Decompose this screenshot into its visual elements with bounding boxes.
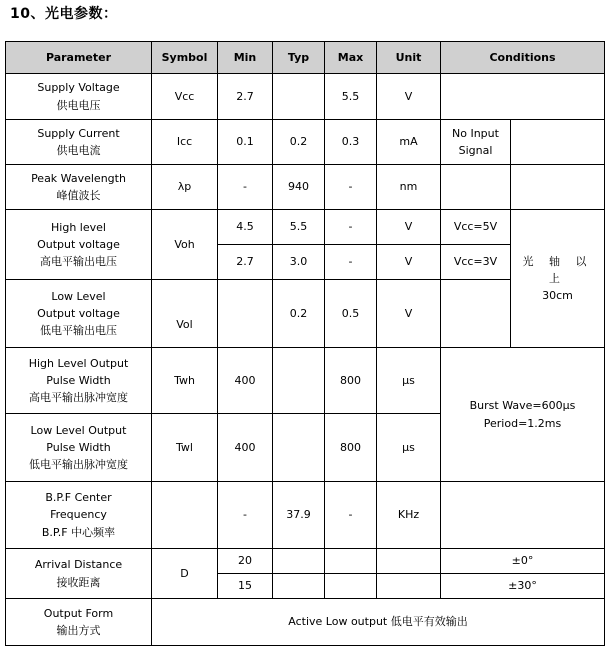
typ-cell: 0.2 — [273, 280, 325, 348]
symbol-cell: Vol — [152, 280, 218, 348]
param-en: Frequency — [50, 508, 107, 522]
param-cell — [6, 280, 152, 348]
param-en: Low Level — [51, 289, 106, 303]
table-row — [6, 482, 605, 549]
param-cell — [6, 120, 152, 165]
typ-cell: 3.0 — [273, 245, 325, 280]
typ-cell — [273, 348, 325, 414]
unit-cell: μs — [377, 414, 441, 482]
table-row — [6, 120, 605, 165]
condition-cell: Vcc=5V — [441, 210, 511, 245]
param-cn: 峰值波长 — [56, 189, 101, 202]
param-en: B.P.F Center — [45, 491, 112, 505]
condition-cell: ±0° — [441, 549, 605, 574]
param-en: High level — [51, 220, 106, 234]
max-cell: 0.5 — [325, 280, 377, 348]
header-max: Max — [325, 42, 377, 74]
param-cn: 输出方式 — [56, 624, 101, 637]
typ-cell: 940 — [273, 165, 325, 210]
min-cell: 4.5 — [218, 210, 273, 245]
param-cn: 供电电流 — [56, 144, 101, 157]
typ-cell — [273, 74, 325, 120]
burst-condition-cell — [441, 348, 605, 482]
header-min: Min — [218, 42, 273, 74]
max-cell: 0.3 — [325, 120, 377, 165]
param-cell — [6, 74, 152, 120]
unit-cell — [377, 549, 441, 574]
param-cn: 接收距离 — [56, 575, 101, 589]
symbol-cell: Voh — [152, 210, 218, 280]
min-cell — [218, 280, 273, 348]
param-en: Output voltage — [37, 306, 120, 320]
max-cell: - — [325, 165, 377, 210]
condition-cell — [441, 482, 605, 549]
param-en: Output voltage — [37, 237, 120, 251]
table-row — [6, 599, 605, 646]
condition-cell: ±30° — [441, 574, 605, 599]
max-cell: 800 — [325, 414, 377, 482]
output-form-value: Active Low output 低电平有效输出 — [152, 599, 605, 646]
param-en: Arrival Distance — [34, 558, 123, 572]
param-cell — [6, 414, 152, 482]
param-cell — [6, 482, 152, 549]
min-cell: 400 — [218, 414, 273, 482]
param-en: Supply Current — [37, 126, 120, 140]
min-cell: 2.7 — [218, 74, 273, 120]
typ-cell — [273, 549, 325, 574]
condition-cell — [441, 74, 605, 120]
param-cell — [6, 348, 152, 414]
symbol-cell: Twh — [152, 348, 218, 414]
param-en: Supply Voltage — [37, 81, 120, 95]
symbol-cell: D — [152, 549, 218, 599]
unit-cell: V — [377, 210, 441, 245]
param-en: Low Level Output — [30, 423, 127, 437]
unit-cell: KHz — [377, 482, 441, 549]
unit-cell: V — [377, 280, 441, 348]
symbol-cell: Vcc — [152, 74, 218, 120]
unit-cell: μs — [377, 348, 441, 414]
axis-condition-cell — [511, 210, 605, 348]
header-parameter: Parameter — [6, 42, 152, 74]
unit-cell: V — [377, 74, 441, 120]
condition-empty-cell — [511, 120, 605, 165]
header-unit: Unit — [377, 42, 441, 74]
param-en: Pulse Width — [46, 440, 111, 454]
max-cell — [325, 549, 377, 574]
min-cell: - — [218, 165, 273, 210]
table-row — [6, 165, 605, 210]
min-cell: 400 — [218, 348, 273, 414]
param-cn: 低电平输出电压 — [40, 324, 117, 338]
max-cell: - — [325, 210, 377, 245]
condition-cell — [441, 165, 511, 210]
unit-cell: mA — [377, 120, 441, 165]
table-row — [6, 549, 605, 574]
header-conditions: Conditions — [441, 42, 605, 74]
min-cell: 2.7 — [218, 245, 273, 280]
param-cell — [6, 549, 152, 599]
header-symbol: Symbol — [152, 42, 218, 74]
axis-condition-line1: 光 轴 以 上 — [522, 254, 593, 285]
param-en: Pulse Width — [46, 373, 111, 387]
unit-cell — [377, 574, 441, 599]
burst-condition-line2: Period=1.2ms — [483, 416, 562, 430]
optoelectronic-parameters-table — [5, 41, 605, 646]
min-cell: 20 — [218, 549, 273, 574]
max-cell: 800 — [325, 348, 377, 414]
max-cell — [325, 574, 377, 599]
symbol-cell: Icc — [152, 120, 218, 165]
param-cn: 供电电压 — [56, 98, 101, 112]
symbol-cell: λp — [152, 165, 218, 210]
min-cell: 0.1 — [218, 120, 273, 165]
condition-cell: No Input Signal — [441, 120, 511, 165]
param-cell — [6, 599, 152, 646]
param-en: Output Form — [43, 606, 114, 620]
param-cn: B.P.F 中心频率 — [41, 525, 116, 539]
table-row — [6, 210, 605, 245]
header-row — [6, 42, 605, 74]
typ-cell — [273, 574, 325, 599]
param-cn: 低电平输出脉冲宽度 — [29, 458, 128, 472]
table-row — [6, 348, 605, 414]
param-en: Peak Wavelength — [31, 171, 126, 185]
param-en: High Level Output — [28, 356, 129, 370]
min-cell: 15 — [218, 574, 273, 599]
max-cell: 5.5 — [325, 74, 377, 120]
condition-empty-cell — [511, 165, 605, 210]
header-typ: Typ — [273, 42, 325, 74]
unit-cell: nm — [377, 165, 441, 210]
burst-condition-line1: Burst Wave=600μs — [469, 399, 576, 413]
max-cell: - — [325, 482, 377, 549]
typ-cell: 0.2 — [273, 120, 325, 165]
section-title: 10、光电参数： — [10, 6, 118, 22]
param-cell — [6, 210, 152, 280]
unit-cell: V — [377, 245, 441, 280]
axis-condition-line2: 30cm — [542, 289, 573, 303]
param-cn: 高电平输出电压 — [40, 255, 117, 269]
min-cell: - — [218, 482, 273, 549]
typ-cell: 5.5 — [273, 210, 325, 245]
symbol-cell — [152, 482, 218, 549]
condition-cell — [441, 280, 511, 348]
typ-cell: 37.9 — [273, 482, 325, 549]
symbol-cell: Twl — [152, 414, 218, 482]
param-cell — [6, 165, 152, 210]
table-row — [6, 74, 605, 120]
param-cn: 高电平输出脉冲宽度 — [29, 391, 128, 405]
condition-cell: Vcc=3V — [441, 245, 511, 280]
max-cell: - — [325, 245, 377, 280]
typ-cell — [273, 414, 325, 482]
